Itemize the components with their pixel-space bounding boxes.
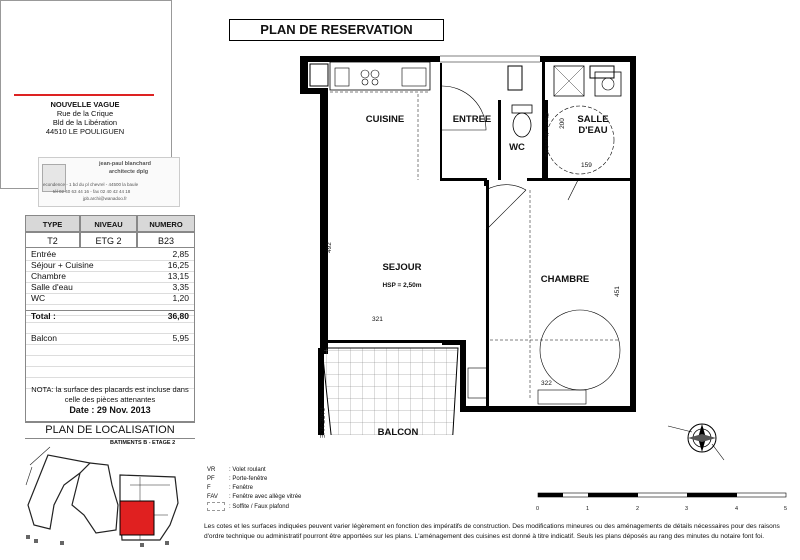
room-area: 1,20 (172, 293, 189, 303)
legend-item (207, 484, 301, 493)
project-address-2: Bld de la Libération (52, 118, 118, 127)
pare-vue-label: PARE-VUE (318, 407, 325, 439)
legend-item (207, 466, 301, 475)
balcon-value: 5,95 (172, 333, 189, 343)
ceiling-height: HSP = 2,50m (382, 282, 422, 289)
total-value: 36,80 (167, 311, 189, 321)
architect-title: architecte dplg (109, 169, 149, 175)
room-label-chambre: CHAMBRE (540, 274, 590, 285)
architect-address: econdence - 1 bd du pl chevrel - 44500 la baule (43, 182, 139, 187)
legend-code: F (207, 485, 211, 491)
legend-item (207, 502, 301, 512)
architect-card (38, 157, 180, 207)
room-area: 13,15 (167, 271, 189, 281)
table-note: NOTA: la surface des placards est incluse dans celle des pièces attenantes (31, 385, 189, 404)
room-name: Salle d'eau (31, 282, 73, 292)
scale-label: 5 (784, 506, 788, 512)
project-name: NOUVELLE VAGUE (50, 100, 120, 109)
legend-text: : Fenêtre (229, 485, 254, 491)
scale-label: 4 (735, 506, 739, 512)
room-area: 3,35 (172, 282, 189, 292)
architect-email: jpb.archi@wanadoo.fr (83, 196, 127, 201)
scale-bar (536, 490, 796, 504)
dim-492: 492 (325, 242, 333, 253)
scale-label: 3 (685, 506, 689, 512)
project-logo-area (14, 10, 154, 96)
room-label-balcon: BALCON (377, 427, 419, 438)
dim-200: 200 (558, 118, 566, 129)
room-label-entree: ENTREE (452, 114, 492, 125)
legend-item (207, 475, 301, 484)
dim-159: 159 (581, 162, 592, 169)
architect-logo-icon (42, 164, 66, 192)
col-header-numero: NUMERO (137, 215, 195, 232)
room-label-cuisine: CUISINE (365, 114, 405, 125)
cloison-label: Cloison démontable (543, 112, 550, 158)
dim-321: 321 (372, 316, 383, 323)
legend (207, 466, 301, 512)
project-address-1: Rue de la Crique (56, 109, 114, 118)
legend-item (207, 493, 301, 502)
architect-name: jean-paul blanchard (99, 161, 151, 167)
dim-451: 451 (613, 286, 621, 297)
legend-text: : Fenêtre avec allège vitrée (229, 494, 302, 500)
room-name: Chambre (31, 271, 66, 281)
legend-text: : Porte-fenêtre (229, 476, 268, 482)
col-header-type: TYPE (25, 215, 80, 232)
localisation-title: PLAN DE LOCALISATION (25, 421, 195, 439)
room-name: Séjour + Cuisine (31, 260, 94, 270)
legend-code: VR (207, 467, 216, 473)
legend-code: FAV (207, 494, 218, 500)
type-value: T2 (25, 232, 80, 248)
room-area: 16,25 (167, 260, 189, 270)
room-label-wc: WC (509, 142, 525, 153)
room-name: WC (31, 293, 46, 303)
localisation-subtitle: BATIMENTS B - ETAGE 2 (110, 440, 176, 446)
plan-date: Date : 29 Nov. 2013 (69, 405, 151, 415)
scale-label: 2 (636, 506, 640, 512)
room-label-sejour: SEJOUR (382, 262, 422, 273)
soffite-swatch (207, 502, 225, 511)
dim-322: 322 (541, 380, 552, 387)
scale-label: 1 (586, 506, 590, 512)
room-name: Entrée (31, 249, 57, 259)
room-label-salle-deau: SALLE D'EAU (577, 114, 609, 136)
balcon-label: Balcon (31, 333, 57, 343)
compass-icon (662, 410, 732, 470)
floor-plan (290, 50, 650, 435)
legend-text: : Volet roulant (229, 467, 266, 473)
localisation-map (20, 445, 195, 553)
plan-title: PLAN DE RESERVATION (229, 19, 444, 41)
room-area: 2,85 (172, 249, 189, 259)
legend-code: PF (207, 476, 215, 482)
architect-phone: tél 02 40 63 44 16 - fax 02 40 42 44 18 (53, 189, 131, 194)
scale-label: 0 (536, 506, 540, 512)
disclaimer-text: Les cotes et les surfaces indiquées peuvent varier légèrement en fonction des impératifs de construction. Des modifications mineures ou des aménagements de détails nécessaires pour des raisons d'ordre technique ou administratif pourront être apportées sur les plans. L'aménagement des cuisines est donné à titre indicatif. Seuls les plans déposés au rang des minutes du notaire font foi. (204, 523, 780, 540)
project-address-3: 44510 LE POULIGUEN (45, 127, 125, 136)
niveau-value: ETG 2 (80, 232, 137, 248)
col-header-niveau: NIVEAU (80, 215, 137, 232)
total-label: Total : (31, 311, 56, 321)
numero-value: B23 (137, 232, 195, 248)
legend-text: : Soffite / Faux plafond (229, 504, 289, 511)
